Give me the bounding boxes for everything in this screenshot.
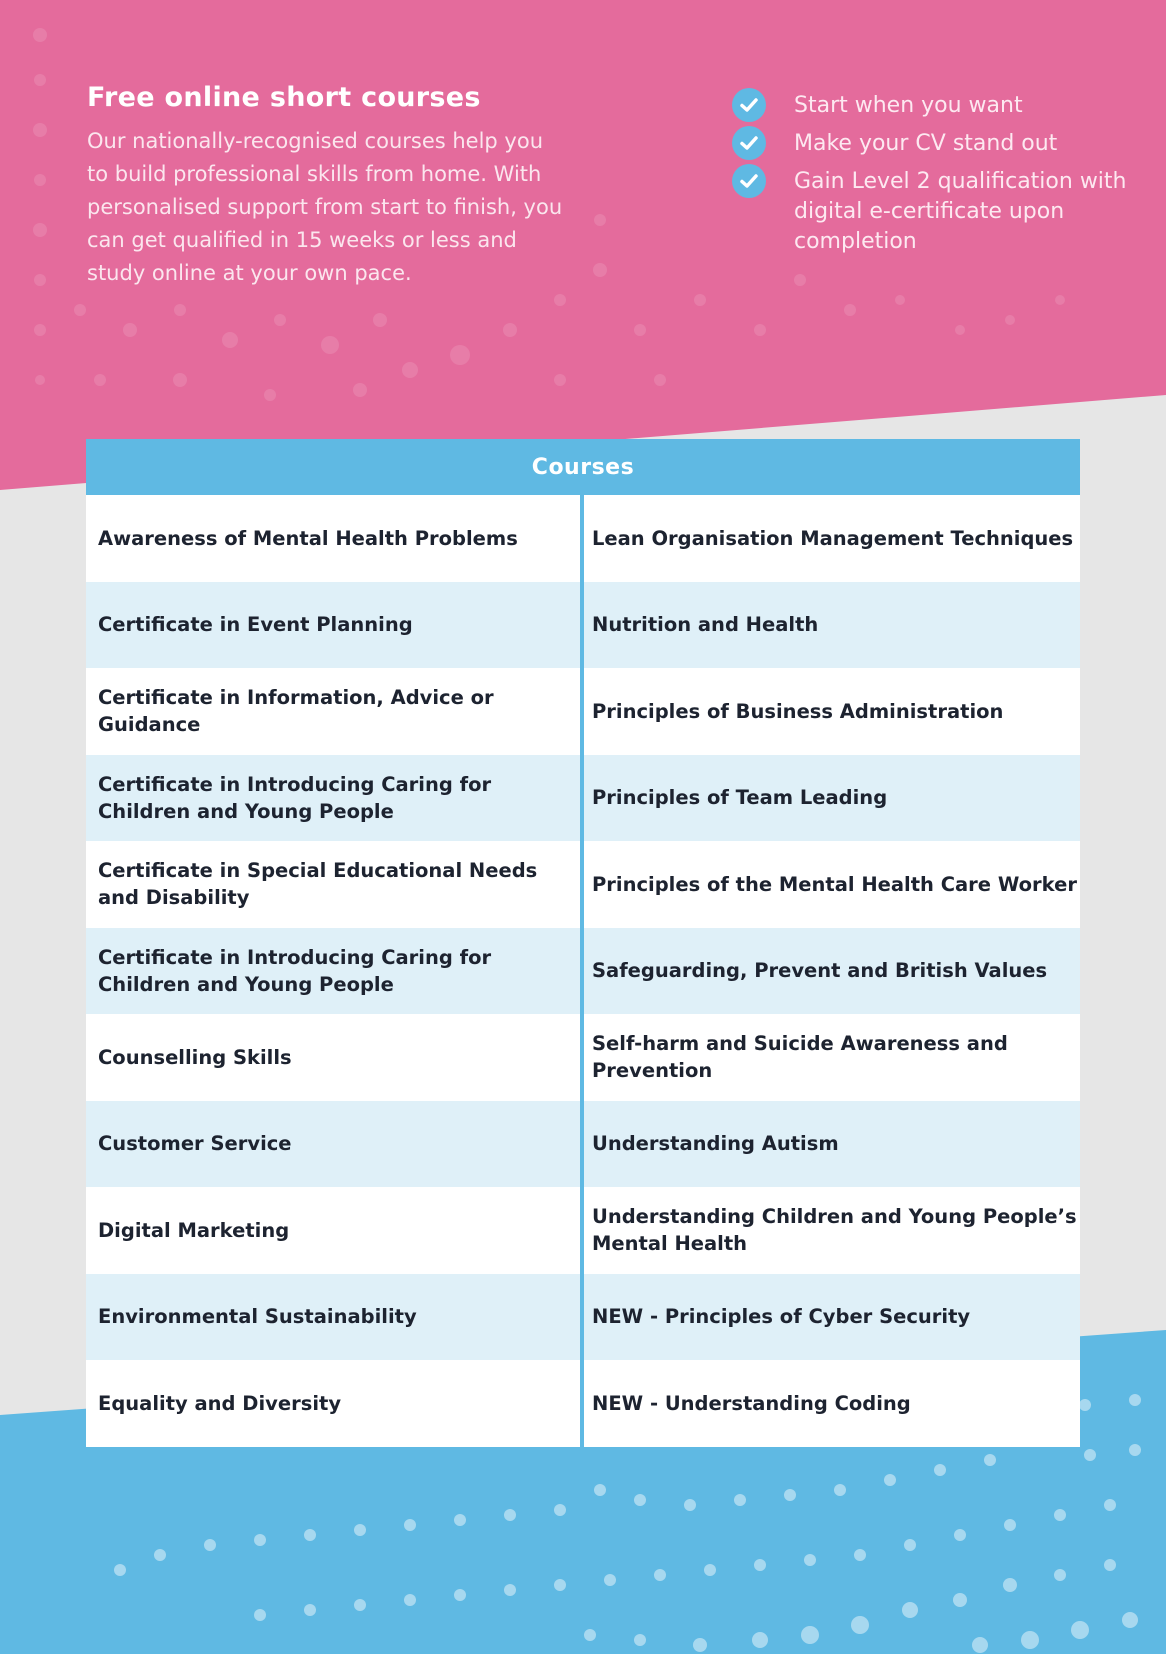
course-cell: Principles of Business Administration <box>592 699 1004 723</box>
course-cell: Awareness of Mental Health Problems <box>98 526 518 550</box>
course-cell: Certificate in Information, Advice or Guidance <box>98 686 494 737</box>
course-cell: Lean Organisation Management Techniques <box>592 526 1074 550</box>
course-cell: Understanding Children and Young People’s Mental Health <box>592 1205 1077 1256</box>
course-cell: NEW - Principles of Cyber Security <box>592 1305 971 1329</box>
check-icon <box>732 126 766 160</box>
check-icon <box>732 164 766 198</box>
courses-table <box>86 439 1080 1447</box>
course-cell: Digital Marketing <box>98 1218 290 1242</box>
benefit-item <box>732 164 1152 257</box>
benefit-text: Start when you want <box>794 93 1023 118</box>
course-cell: Nutrition and Health <box>592 613 819 637</box>
intro-section <box>87 82 567 290</box>
course-cell: Certificate in Introducing Caring for Children and Young People <box>98 772 492 823</box>
course-cell: Customer Service <box>98 1132 292 1156</box>
check-icon <box>732 88 766 122</box>
intro-title: Free online short courses <box>87 82 481 113</box>
course-cell: Certificate in Event Planning <box>98 613 413 637</box>
benefit-text: Make your CV stand out <box>794 131 1058 156</box>
course-cell: NEW - Understanding Coding <box>592 1391 911 1415</box>
course-cell: Self-harm and Suicide Awareness and Prevention <box>592 1032 1008 1083</box>
course-cell: Certificate in Introducing Caring for Children and Young People <box>98 945 492 996</box>
column-divider <box>580 495 584 1447</box>
courses-table-header: Courses <box>86 439 1080 495</box>
course-cell: Understanding Autism <box>592 1132 839 1156</box>
benefits-list <box>732 88 1152 261</box>
benefit-item <box>732 88 1152 122</box>
benefit-text: Gain Level 2 qualification with digital e-certificate upon completion <box>794 169 1127 254</box>
benefit-item <box>732 126 1152 160</box>
course-cell: Safeguarding, Prevent and British Values <box>592 959 1048 983</box>
course-cell: Environmental Sustainability <box>98 1305 417 1329</box>
course-cell: Principles of Team Leading <box>592 786 888 810</box>
course-cell: Counselling Skills <box>98 1045 292 1069</box>
course-cell: Certificate in Special Educational Needs and Disability <box>98 859 538 910</box>
intro-body: Our nationally-recognised courses help you to build professional skills from home. With personalised support from start to finish, you can get qualified in 15 weeks or less and study online at your own pace. <box>87 129 563 285</box>
course-cell: Equality and Diversity <box>98 1391 342 1415</box>
courses-table-body <box>86 495 1080 1447</box>
course-cell: Principles of the Mental Health Care Worker <box>592 872 1077 896</box>
